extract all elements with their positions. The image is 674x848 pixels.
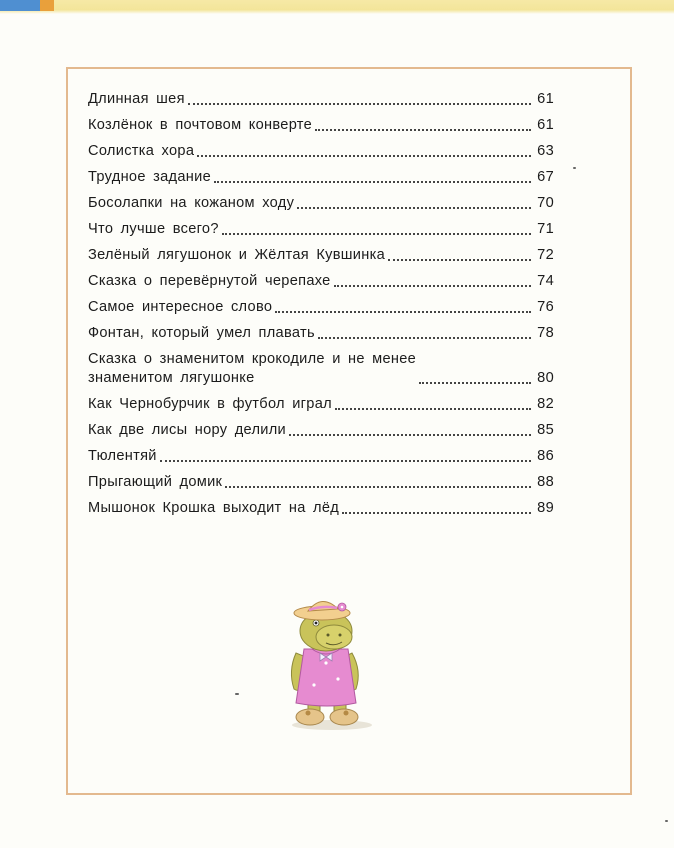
toc-entry-title: Что лучше всего? [88, 221, 219, 237]
toc-leader-dots [297, 207, 531, 209]
top-color-strip [0, 0, 674, 14]
toc-entry-page: 61 [537, 91, 554, 107]
toc-entry-title: Тюлентяй [88, 448, 157, 464]
toc-leader-dots [334, 285, 531, 287]
toc-entry[interactable] [88, 246, 554, 265]
toc-entry[interactable] [88, 324, 554, 343]
table-of-contents [88, 90, 554, 525]
toc-entry[interactable] [88, 447, 554, 466]
toc-entry[interactable] [88, 142, 554, 161]
toc-entry-title: Длинная шея [88, 91, 185, 107]
toc-entry[interactable] [88, 298, 554, 317]
toc-leader-dots [289, 434, 531, 436]
hippo-girl-illustration [282, 597, 378, 731]
toc-entry-title: Босолапки на кожаном ходу [88, 195, 295, 211]
toc-entry[interactable] [88, 395, 554, 414]
toc-entry-title: Зелёный лягушонок и Жёлтая Кувшинка [88, 247, 386, 263]
toc-entry[interactable] [88, 350, 554, 388]
toc-entry-title: Самое интересное слово [88, 299, 273, 315]
toc-leader-dots [318, 337, 531, 339]
toc-leader-dots [188, 103, 531, 105]
toc-leader-dots [222, 233, 531, 235]
toc-entry-page: 70 [537, 195, 554, 211]
toc-entry-title: Как Чернобурчик в футбол играл [88, 396, 332, 412]
toc-entry-title: Трудное задание [88, 169, 211, 185]
toc-entry-page: 78 [537, 325, 554, 341]
toc-entry[interactable] [88, 421, 554, 440]
toc-entry[interactable] [88, 116, 554, 135]
toc-entry-page: 89 [537, 500, 554, 516]
toc-entry-title: Сказка о перевёрнутой черепахе [88, 273, 331, 289]
toc-entry-page: 74 [537, 273, 554, 289]
toc-entry-page: 72 [537, 247, 554, 263]
toc-leader-dots [197, 155, 531, 157]
toc-entry-page: 61 [537, 117, 554, 133]
toc-entry-page: 71 [537, 221, 554, 237]
paper-speck [573, 167, 576, 169]
toc-entry-page: 88 [537, 474, 554, 490]
toc-entry[interactable] [88, 90, 554, 109]
toc-entry[interactable] [88, 499, 554, 518]
toc-entry[interactable] [88, 168, 554, 187]
toc-entry-title: Фонтан, который умел плавать [88, 325, 315, 341]
paper-speck [665, 820, 668, 822]
orange-corner-tab [40, 0, 54, 11]
toc-leader-dots [419, 382, 531, 384]
toc-entry-page: 67 [537, 169, 554, 185]
toc-entry-page: 63 [537, 143, 554, 159]
toc-leader-dots [225, 486, 531, 488]
toc-entry-page: 76 [537, 299, 554, 315]
toc-entry[interactable] [88, 473, 554, 492]
toc-entry-page: 85 [537, 422, 554, 438]
toc-entry-title: Козлёнок в почтовом конверте [88, 117, 313, 133]
toc-entry-title: Сказка о знаменитом крокодиле и не менее знаменитом лягушонке [88, 351, 417, 386]
toc-entry-title: Солистка хора [88, 143, 195, 159]
toc-entry-page: 80 [537, 370, 554, 386]
toc-entry-title: Мышонок Крошка выходит на лёд [88, 500, 340, 516]
toc-entry-title: Как две лисы нору делили [88, 422, 287, 438]
toc-leader-dots [388, 259, 531, 261]
toc-entry[interactable] [88, 194, 554, 213]
paper-speck [235, 693, 239, 695]
toc-leader-dots [335, 408, 531, 410]
toc-entry-title: Прыгающий домик [88, 474, 223, 490]
toc-entry-page: 82 [537, 396, 554, 412]
toc-entry[interactable] [88, 220, 554, 239]
toc-entry-page: 86 [537, 448, 554, 464]
toc-leader-dots [160, 460, 531, 462]
toc-leader-dots [214, 181, 531, 183]
toc-leader-dots [315, 129, 531, 131]
toc-leader-dots [342, 512, 531, 514]
blue-corner-tab [0, 0, 40, 11]
toc-leader-dots [275, 311, 531, 313]
toc-entry[interactable] [88, 272, 554, 291]
